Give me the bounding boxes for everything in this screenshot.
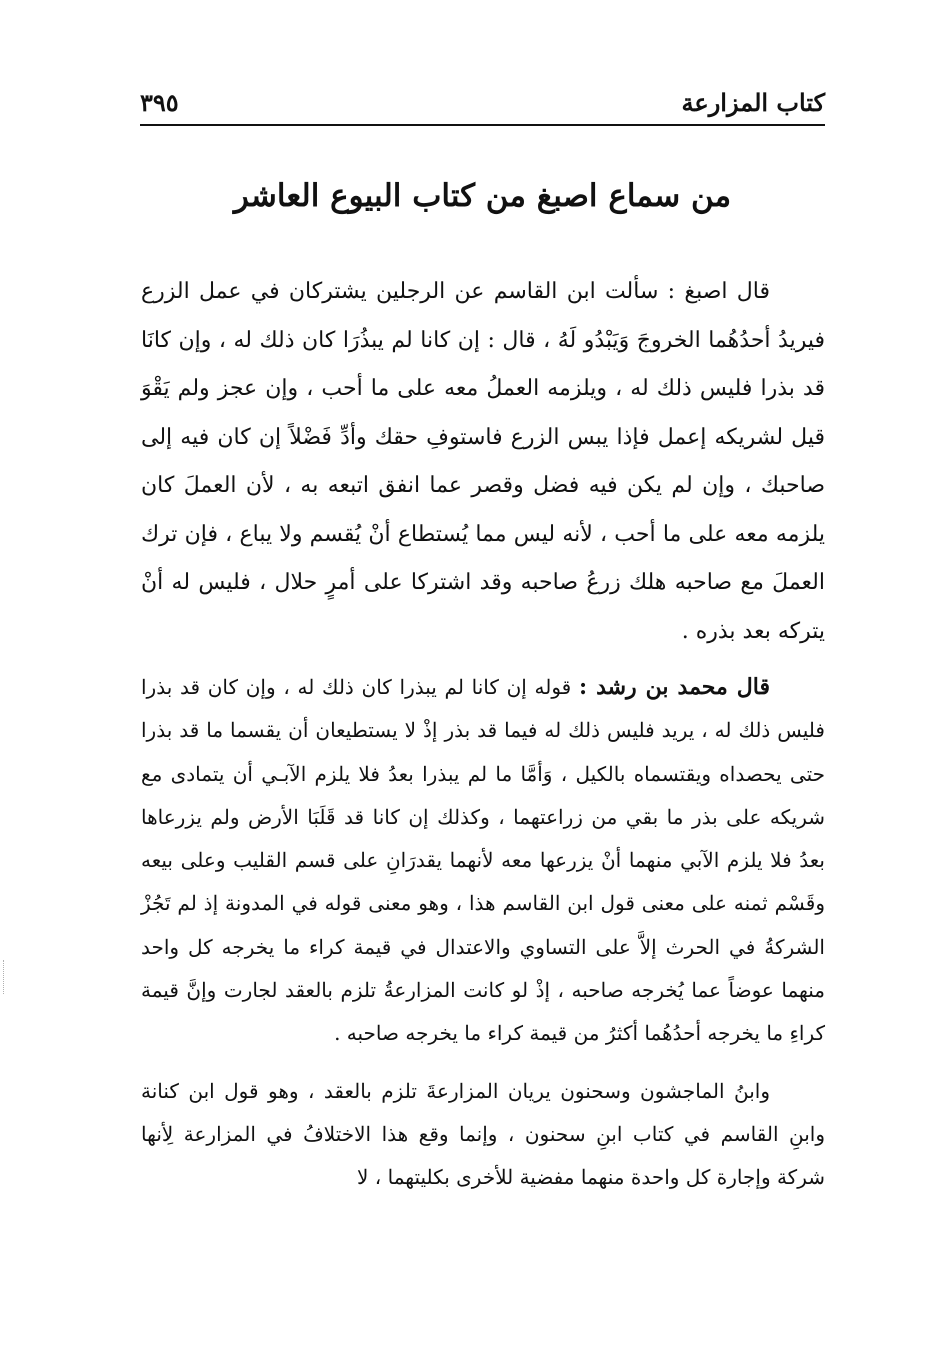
running-header xyxy=(140,84,825,126)
paragraph-text: وابنُ الماجشون وسحنون يريان المزارعةَ تلزم بالعقد ، وهو قول ابن كنانة وابنِ القاسم في كتاب ابنِ سحنون ، وإنما وقع هذا الاختلافُ في المزارعة لِأنها شركة وإجارة كل واحدة منهما مفضية للأخرى بكليتهما ، لا xyxy=(141,1078,825,1190)
scan-edge-mark xyxy=(3,960,8,994)
speaker-label: قال محمد بن رشد : xyxy=(578,674,770,700)
chapter-title: من سماع اصبغ من كتاب البيوع العاشر xyxy=(233,178,732,214)
page-body xyxy=(141,268,825,1200)
paragraph-majishun-opinion xyxy=(141,1070,825,1200)
paragraph-text: قوله إن كانا لم يبذرا كان ذلك له ، وإن كان قد بذرا فليس ذلك له ، يريد فليس ذلك له فيما قد بذر إذْ لا يستطيعان أن يقسما ما قد بذرا حتى يحصداه ويقتسماه بالكيل ، وَأمَّا ما لم يبذرا بعدُ فلا يلزم الآبـي أن يتمادى مع شريكه على بذر ما بقي من زراعتهما ، وكذلك إن كانا قد قَلَبَا الأرض ولم يزرعاها بعدُ فلا يلزم الآبي منهما أنْ يزرعها معه لأنهما يقدرَانِ على قسم القليب وعلى بيعه وقَسْم ثمنه على معنى قول ابن القاسم هذا ، وهو معنى قوله في المدونة إذ لم تَجُزْ الشركةُ في الحرث إلاَّ على التساوي والاعتدال في قيمة كراء ما يخرجه كل واحد منهما عوضاً عما يُخرجه صاحبه ، إذْ لو كانت المزارعةُ تلزم بالعقد لجارت وإنَّ قيمة كراءِ ما يخرجه أحدُهُما أكثرُ من قيمة كراء ما يخرجه صاحبه . xyxy=(141,675,825,1046)
paragraph-ibn-rushd-commentary xyxy=(141,666,825,1056)
paragraph-asbagh-question xyxy=(141,268,825,656)
page-number: ٣٩٥ xyxy=(140,88,179,117)
running-title: كتاب المزارعة xyxy=(681,88,825,117)
paragraph-text: قال اصبغ : سألت ابن القاسم عن الرجلين يشتركان في عمل الزرع فيريدُ أحدُهُما الخروجَ وَيَبْدُو لَهُ ، قال : إن كانا لم يبذُرَا كان ذلك له ، وإن كانَا قد بذرا فليس ذلك له ، ويلزمه العملُ معه على ما أحب ، وإن عجز ولم يَقْوَ قيل لشريكه إعمل فإذا يبس الزرع فاستوفِ حقك وأدِّ فَضْلاً إن كان فيه إلى صاحبك ، وإن لم يكن فيه فضل وقصر عما انفق اتبعه به ، لأن العملَ كان يلزمه معه على ما أحب ، لأنه ليس مما يُستطاع أنْ يُقسم ولا يباع ، فإن ترك العملَ مع صاحبه هلك زرعُ صاحبه وقد اشتركا على أمرٍ حلال ، فليس له أنْ يتركه بعد بذره . xyxy=(141,279,825,644)
